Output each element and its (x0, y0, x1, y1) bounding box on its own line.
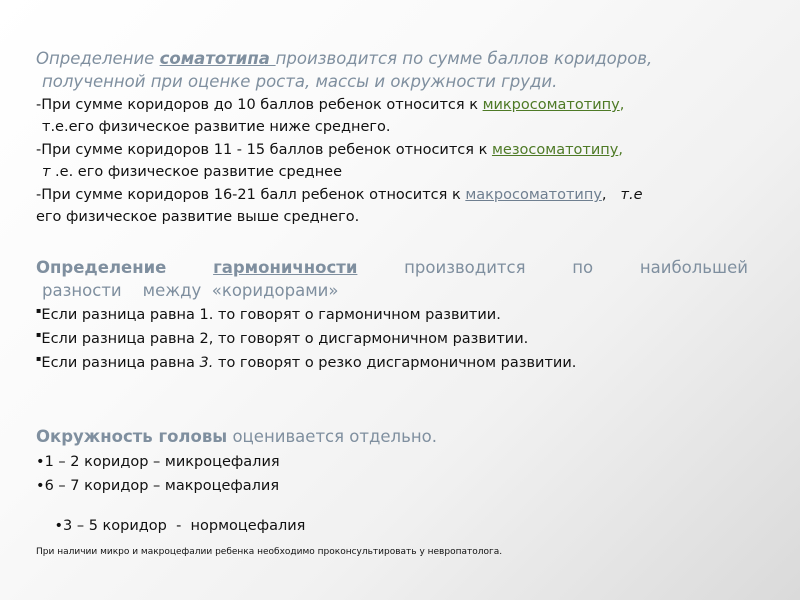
somatotype-definition-line-2: полученной при оценке роста, массы и окружности груди. (42, 72, 558, 91)
somatotype-term: соматотипа (159, 49, 276, 68)
text-fragment: 6 – 7 коридор – макроцефалия (44, 478, 280, 494)
text-fragment: -При сумме коридоров 11 - 15 баллов ребенок относится к (36, 142, 492, 158)
bullet-icon: • (36, 478, 45, 494)
text-fragment: то говорят о резко дисгармоничном развитии. (213, 355, 577, 371)
head-item-3 (36, 503, 305, 551)
text-fragment: -При сумме коридоров до 10 баллов ребенок относится к (36, 97, 483, 113)
meso-rule-line-1 (36, 143, 623, 159)
micro-rule-line-2: т.е.его физическое развитие ниже среднего. (42, 119, 391, 135)
head-circumference-term: Окружность головы (36, 427, 228, 446)
mesosomatotype-link[interactable]: мезосоматотипу (491, 142, 619, 158)
text-fragment: , (619, 97, 625, 113)
harmony-definition-line-2: разности между «коридорами» (42, 281, 339, 300)
harmony-item-3 (36, 355, 576, 372)
somatotype-definition-line-1 (36, 50, 652, 68)
harmony-definition-line-1 (36, 259, 748, 277)
footnote: При наличии микро и макроцефалии ребенка необходимо проконсультировать у невропатолога. (36, 547, 503, 557)
bullet-icon: • (36, 454, 45, 470)
text-fragment: -При сумме коридоров 16-21 балл ребенок относится к (36, 187, 466, 203)
microsomatotype-link[interactable]: микросоматотипу (482, 97, 620, 113)
head-circumference-heading (36, 428, 437, 446)
bullet-icon: ▪ (36, 306, 42, 315)
macro-rule-line-1 (36, 188, 643, 204)
text-fragment: 3 – 5 коридор - нормоцефалия (63, 517, 306, 534)
text-fragment: т (42, 164, 51, 180)
meso-rule-line-2 (42, 165, 342, 181)
text-fragment: Если разница равна 1. то говорят о гармоничном развитии. (41, 307, 501, 323)
text-fragment: производится по сумме баллов коридоров, (275, 49, 653, 68)
text-fragment: 1 – 2 коридор – микроцефалия (44, 454, 280, 470)
text-fragment: Если разница равна (41, 355, 200, 371)
text-fragment: производится (404, 258, 526, 277)
bullet-icon: • (54, 517, 63, 534)
text-fragment: оценивается отдельно. (227, 427, 437, 446)
text-fragment: наибольшей (639, 258, 748, 277)
head-item-1 (36, 455, 280, 471)
text-fragment: Определение (36, 49, 160, 68)
text-fragment: т.е (620, 187, 643, 203)
text-fragment: .е. его физическое развитие среднее (50, 164, 343, 180)
harmony-item-1 (36, 307, 501, 324)
macrosomatotype-link[interactable]: макросоматотипу (465, 187, 602, 203)
text-fragment: по (572, 258, 594, 277)
macro-rule-line-2: его физическое развитие выше среднего. (36, 209, 360, 225)
harmony-term: гармоничности (213, 258, 358, 277)
bullet-icon: ▪ (36, 330, 42, 339)
text-fragment: , (601, 187, 607, 203)
bullet-icon: ▪ (36, 354, 42, 363)
text-fragment: 3. (199, 355, 214, 371)
micro-rule-line-1 (36, 98, 624, 114)
head-item-2 (36, 479, 279, 495)
text-fragment: Определение (36, 258, 167, 277)
text-fragment: Если разница равна 2, то говорят о дисгармоничном развитии. (41, 331, 529, 347)
text-fragment: , (618, 142, 623, 158)
harmony-item-2 (36, 331, 528, 348)
